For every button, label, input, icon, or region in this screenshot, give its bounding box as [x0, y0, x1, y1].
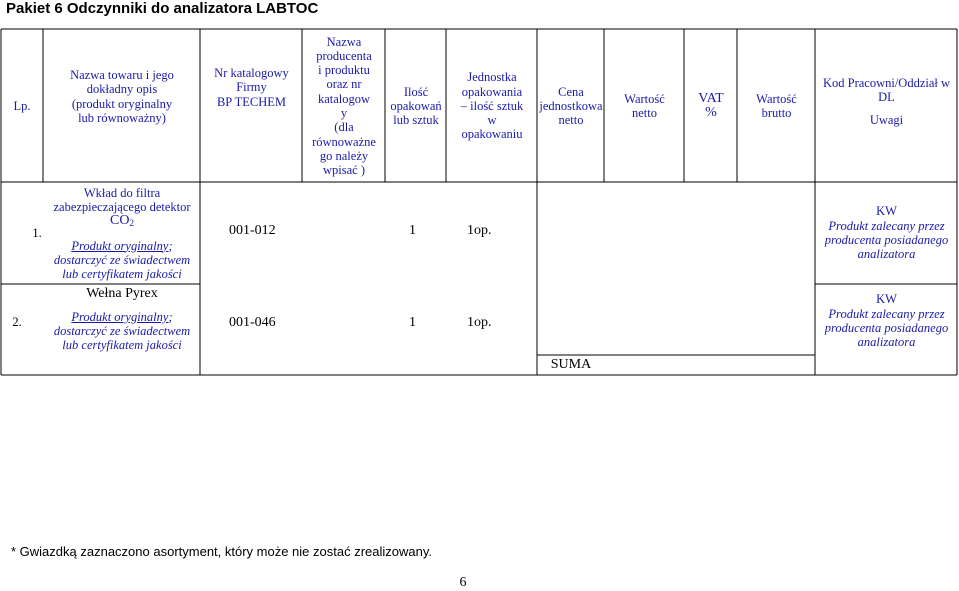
row1-lp: 1.	[32, 226, 42, 241]
header-vat: VAT %	[698, 90, 724, 120]
row2-lp: 2.	[12, 314, 22, 329]
row1-catalog-number: 001-012	[229, 223, 276, 238]
row1-department-code: KW Produkt zalecany przez producenta posiadanego analizatora	[824, 204, 949, 262]
row2-quantity: 1	[409, 315, 416, 330]
header-net-value: Wartość netto	[624, 91, 665, 120]
footnote: * Gwiazdką zaznaczono asortyment, który może nie zostać zrealizowany.	[11, 544, 432, 559]
row2-product-name: Wełna Pyrex Produkt oryginalny; dostarczyć ze świadectwem lub certyfikatem jakości	[53, 286, 191, 353]
row1-product-name: Wkład do filtra zabezpieczającego detektor $CO_2$ Produkt oryginalny; dostarczyć ze świadectwem lub certyfikatem jakości	[53, 185, 191, 282]
row1-formula: $CO_2$	[110, 213, 134, 229]
header-product-name: Nazwa towaru i jego dokładny opis (produkt oryginalny lub równoważny)	[70, 68, 174, 125]
row2-department-code: KW Produkt zalecany przez producenta posiadanego analizatora	[824, 292, 949, 350]
page-number: 6	[459, 575, 467, 590]
header-quantity: Ilość opakowań lub sztuk	[390, 84, 442, 128]
row2-catalog-number: 001-046	[229, 315, 276, 330]
header-department-code: Kod Pracowni/Oddział w DL Uwagi	[822, 76, 951, 127]
row1-package-unit: 1op.	[467, 223, 492, 238]
header-gross-value: Wartość brutto	[756, 91, 797, 120]
header-producer: Nazwa producenta i produktu oraz nr katalogow y (dla równoważne go należy wpisać )	[312, 34, 376, 178]
sum-label: SUMA	[550, 357, 592, 373]
row1-quantity: 1	[409, 223, 416, 238]
row1-original-note: Produkt oryginalny;	[71, 238, 173, 253]
document-title: Pakiet 6 Odczynniki do analizatora LABTOC	[6, 0, 319, 17]
header-package-unit: Jednostka opakowania – ilość sztuk w opakowaniu	[460, 70, 524, 142]
header-catalog-number: Nr katalogowy Firmy BP TECHEM	[214, 66, 289, 109]
header-lp: Lp.	[13, 98, 31, 113]
header-unit-price: Cena jednostkowa netto	[539, 84, 603, 128]
row2-package-unit: 1op.	[467, 315, 492, 330]
row2-original-note: Produkt oryginalny;	[71, 309, 173, 324]
